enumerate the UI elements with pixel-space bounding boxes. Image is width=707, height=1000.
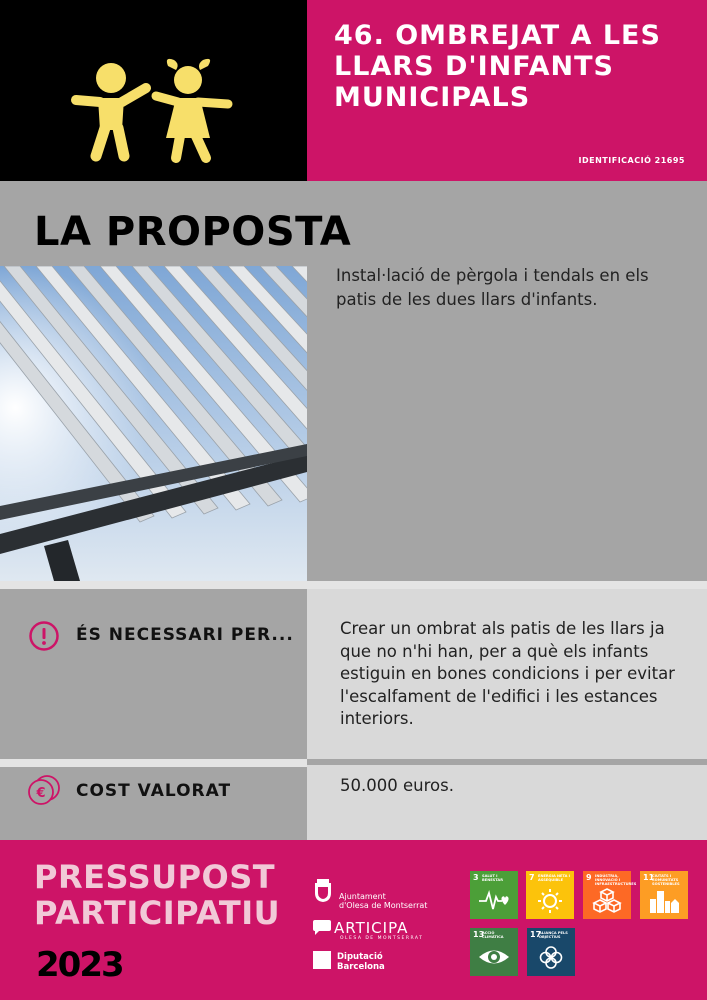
necessary-text: Crear un ombrat als patis de les llars ja que no n'hi han, per a què els infants estiguin en bones condicions i per evitar l'escalfament de l'edifici i les estances interiors. xyxy=(340,619,675,728)
title-line-1: 46. OMBREJAT A LES xyxy=(334,20,661,51)
sdg-label: CIUTATS I COMUNITATS SOSTENIBLES xyxy=(652,874,680,886)
program-title-line-2: PARTICIPATIU xyxy=(34,894,281,932)
logo-diputacio xyxy=(337,952,385,972)
sdg-label: INDÚSTRIA, INNOVACIÓ I INFRAESTRUCTURES xyxy=(595,874,637,886)
proposal-heading: LA PROPOSTA xyxy=(34,209,352,255)
sdg-tile xyxy=(526,871,574,919)
sdg-label: SALUT I BENESTAR xyxy=(482,874,503,882)
cost-text: 50.000 euros. xyxy=(340,776,454,795)
sdg-number: 11 xyxy=(643,873,655,882)
sdg-tile xyxy=(470,871,518,919)
sdg-tile xyxy=(583,871,637,919)
section-divider xyxy=(0,581,707,589)
section-divider xyxy=(0,759,307,767)
children-icon xyxy=(68,56,240,166)
logo-ajuntament-line-1: Ajuntament xyxy=(339,892,386,901)
logo-diputacio-line-2: Barcelona xyxy=(337,962,385,972)
logo-diputacio-line-1: Diputació xyxy=(337,952,383,962)
logo-ajuntament-line-2: d'Olesa de Montserrat xyxy=(339,901,428,910)
sdg-label: ALIANÇA PELS OBJECTIUS xyxy=(539,931,568,939)
city-icon xyxy=(648,887,680,913)
pergola-photo xyxy=(0,266,307,581)
sdg-number: 3 xyxy=(473,873,479,882)
necessary-heading-panel xyxy=(0,589,307,759)
program-title-line-1: PRESSUPOST xyxy=(34,858,276,896)
exclamation-circle-icon xyxy=(28,620,60,652)
logo-participa: ARTICIPA xyxy=(334,919,409,937)
title-line-3: MUNICIPALS xyxy=(334,82,531,113)
sdg-number: 13 xyxy=(473,930,485,939)
cost-heading: COST VALORAT xyxy=(76,781,232,801)
sdg-tile xyxy=(470,928,518,976)
logo-ajuntament xyxy=(339,892,427,910)
ajuntament-shield-icon xyxy=(313,879,333,903)
sun-icon xyxy=(534,887,566,913)
euro-coins-icon xyxy=(26,773,62,807)
participa-logo-icon xyxy=(312,920,332,936)
flower-icon xyxy=(535,944,567,970)
diputacio-logo-icon xyxy=(313,951,331,969)
necessary-heading: ÉS NECESSARI PER... xyxy=(76,625,294,645)
svg-text:€: € xyxy=(36,786,46,801)
cubes-icon xyxy=(591,887,623,913)
sdg-number: 9 xyxy=(586,873,592,882)
logo-participa-subtitle: OLESA DE MONTSERRAT xyxy=(340,936,424,941)
identification-label: IDENTIFICACIÓ 21695 xyxy=(578,156,685,165)
sdg-label: ACCIÓ CLIMÀTICA xyxy=(482,931,504,939)
page-title xyxy=(334,20,694,113)
sdg-tile xyxy=(527,928,575,976)
sdg-number: 7 xyxy=(529,873,535,882)
sdg-number: 17 xyxy=(530,930,542,939)
sdg-label: ENERGIA NETA I ASSEQUIBLE xyxy=(538,874,571,882)
proposal-text-panel xyxy=(307,181,707,581)
program-year: 2023 xyxy=(36,945,123,985)
sdg-tile xyxy=(640,871,688,919)
heartbeat-icon xyxy=(478,887,510,913)
eye-globe-icon xyxy=(478,944,510,970)
proposal-text: Instal·lació de pèrgola i tendals en els patis de les dues llars d'infants. xyxy=(336,266,649,309)
title-line-2: LLARS D'INFANTS xyxy=(334,51,614,82)
